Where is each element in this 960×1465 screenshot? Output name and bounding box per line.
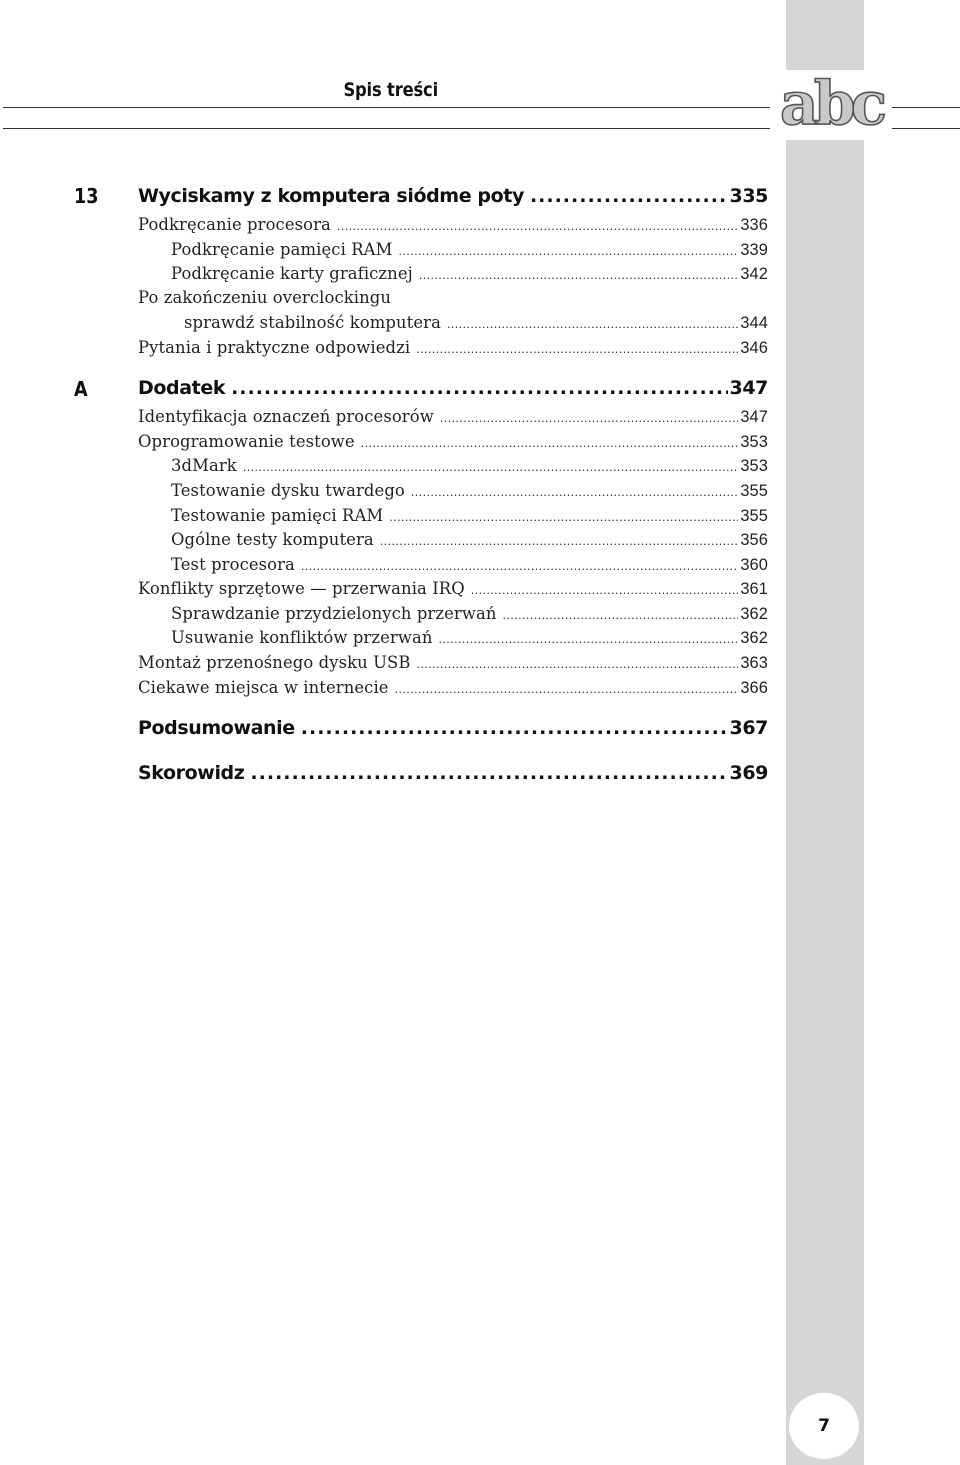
toc-entry-title: Skorowidz xyxy=(138,762,245,784)
dot-leader xyxy=(380,535,739,548)
abc-logo-text: abc xyxy=(779,69,883,138)
toc-entry-title: sprawdź stabilność komputera xyxy=(184,313,441,332)
toc-entry-page: 356 xyxy=(740,531,768,549)
toc-entry-page: 346 xyxy=(740,339,768,357)
toc-entry-page: 335 xyxy=(729,185,768,207)
toc-entry-title: Identyfikacja oznaczeń procesorów xyxy=(138,407,434,426)
toc-entry-page: 344 xyxy=(740,314,768,332)
dot-leader xyxy=(438,633,738,646)
toc-entry[interactable] xyxy=(171,628,768,648)
dot-leader xyxy=(389,511,738,524)
toc-entry-page: 369 xyxy=(729,762,768,784)
toc-entry-page: 362 xyxy=(740,629,768,647)
toc-entry[interactable] xyxy=(138,579,768,599)
toc-entry-page: 367 xyxy=(729,717,768,739)
toc-entry-page: 362 xyxy=(740,605,768,623)
toc-entry[interactable] xyxy=(171,264,768,284)
toc-entry[interactable] xyxy=(171,240,768,260)
dot-leader xyxy=(530,185,728,207)
toc-entry[interactable] xyxy=(171,506,768,526)
toc-entry[interactable] xyxy=(171,604,768,624)
dot-leader xyxy=(447,318,738,331)
dot-leader xyxy=(243,461,739,474)
dot-leader xyxy=(416,343,738,356)
page-number: 7 xyxy=(789,1393,859,1459)
toc-entry-title: Test procesora xyxy=(171,555,295,574)
toc-entry[interactable] xyxy=(171,555,768,575)
toc-entry-page: 355 xyxy=(740,507,768,525)
dot-leader xyxy=(301,560,738,573)
toc-entry-title: Montaż przenośnego dysku USB xyxy=(138,653,411,672)
dot-leader xyxy=(440,412,739,425)
dot-leader xyxy=(399,245,739,258)
dot-leader xyxy=(411,486,738,499)
toc-entry-page: 336 xyxy=(740,216,768,234)
toc-entry[interactable] xyxy=(138,432,768,452)
toc-entry[interactable] xyxy=(138,407,768,427)
toc-entry-title: Pytania i praktyczne odpowiedzi xyxy=(138,338,411,357)
toc-entry-page: 360 xyxy=(740,556,768,574)
toc-chapter-entry[interactable] xyxy=(138,377,768,399)
toc-entry-page: 363 xyxy=(740,654,768,672)
dot-leader xyxy=(471,584,739,597)
toc-entry-title: 3dMark xyxy=(171,456,237,475)
toc-entry-page: 361 xyxy=(740,580,768,598)
toc-chapter-entry[interactable] xyxy=(138,185,768,207)
toc-entry-title: Oprogramowanie testowe xyxy=(138,432,355,451)
toc-entry-page: 353 xyxy=(740,433,768,451)
dot-leader xyxy=(503,609,739,622)
dot-leader xyxy=(337,220,738,233)
toc-entry-title: Wyciskamy z komputera siódme poty xyxy=(138,185,524,207)
dot-leader xyxy=(417,658,739,671)
dot-leader xyxy=(395,683,739,696)
toc-summary-entry[interactable] xyxy=(138,717,768,739)
toc-entry[interactable] xyxy=(138,338,768,358)
dot-leader xyxy=(419,269,739,282)
toc-index-entry[interactable] xyxy=(138,762,768,784)
toc-entry-page: 347 xyxy=(729,377,768,399)
toc-entry-title: Testowanie dysku twardego xyxy=(171,481,405,500)
dot-leader xyxy=(250,762,727,784)
toc-entry[interactable] xyxy=(171,530,768,550)
toc-entry[interactable] xyxy=(138,653,768,673)
toc-entry-title: Usuwanie konfliktów przerwań xyxy=(171,628,433,647)
toc-entry-wrapped-line[interactable] xyxy=(138,288,391,307)
page-header-title: Spis treści xyxy=(343,79,438,101)
toc-entry-page: 339 xyxy=(740,241,768,259)
toc-entry-title: Ogólne testy komputera xyxy=(171,530,374,549)
toc-entry-title: Podsumowanie xyxy=(138,717,295,739)
toc-entry-page: 342 xyxy=(740,265,768,283)
toc-entry-title: Testowanie pamięci RAM xyxy=(171,506,384,525)
toc-entry-page: 366 xyxy=(740,679,768,697)
toc-entry[interactable] xyxy=(138,215,768,235)
toc-entry-title: Ciekawe miejsca w internecie xyxy=(138,678,389,697)
toc-entry-title: Konflikty sprzętowe — przerwania IRQ xyxy=(138,579,465,598)
toc-entry[interactable] xyxy=(171,481,768,501)
toc-entry-page: 353 xyxy=(740,457,768,475)
toc-entry-title: Po zakończeniu overclockingu xyxy=(138,288,391,307)
chapter-number: A xyxy=(74,377,88,401)
toc-entry-title: Dodatek xyxy=(138,377,226,399)
toc-entry[interactable] xyxy=(138,678,768,698)
toc-entry-title: Podkręcanie karty graficznej xyxy=(171,264,413,283)
toc-entry-title: Podkręcanie pamięci RAM xyxy=(171,240,393,259)
dot-leader xyxy=(231,377,727,399)
toc-entry-page: 347 xyxy=(740,408,768,426)
toc-entry-title: Sprawdzanie przydzielonych przerwań xyxy=(171,604,497,623)
dot-leader xyxy=(301,717,728,739)
toc-entry-page: 355 xyxy=(740,482,768,500)
dot-leader xyxy=(361,437,739,450)
chapter-number: 13 xyxy=(74,184,99,208)
toc-entry-title: Podkręcanie procesora xyxy=(138,215,331,234)
toc-entry[interactable] xyxy=(184,313,768,333)
toc-entry[interactable] xyxy=(171,456,768,476)
